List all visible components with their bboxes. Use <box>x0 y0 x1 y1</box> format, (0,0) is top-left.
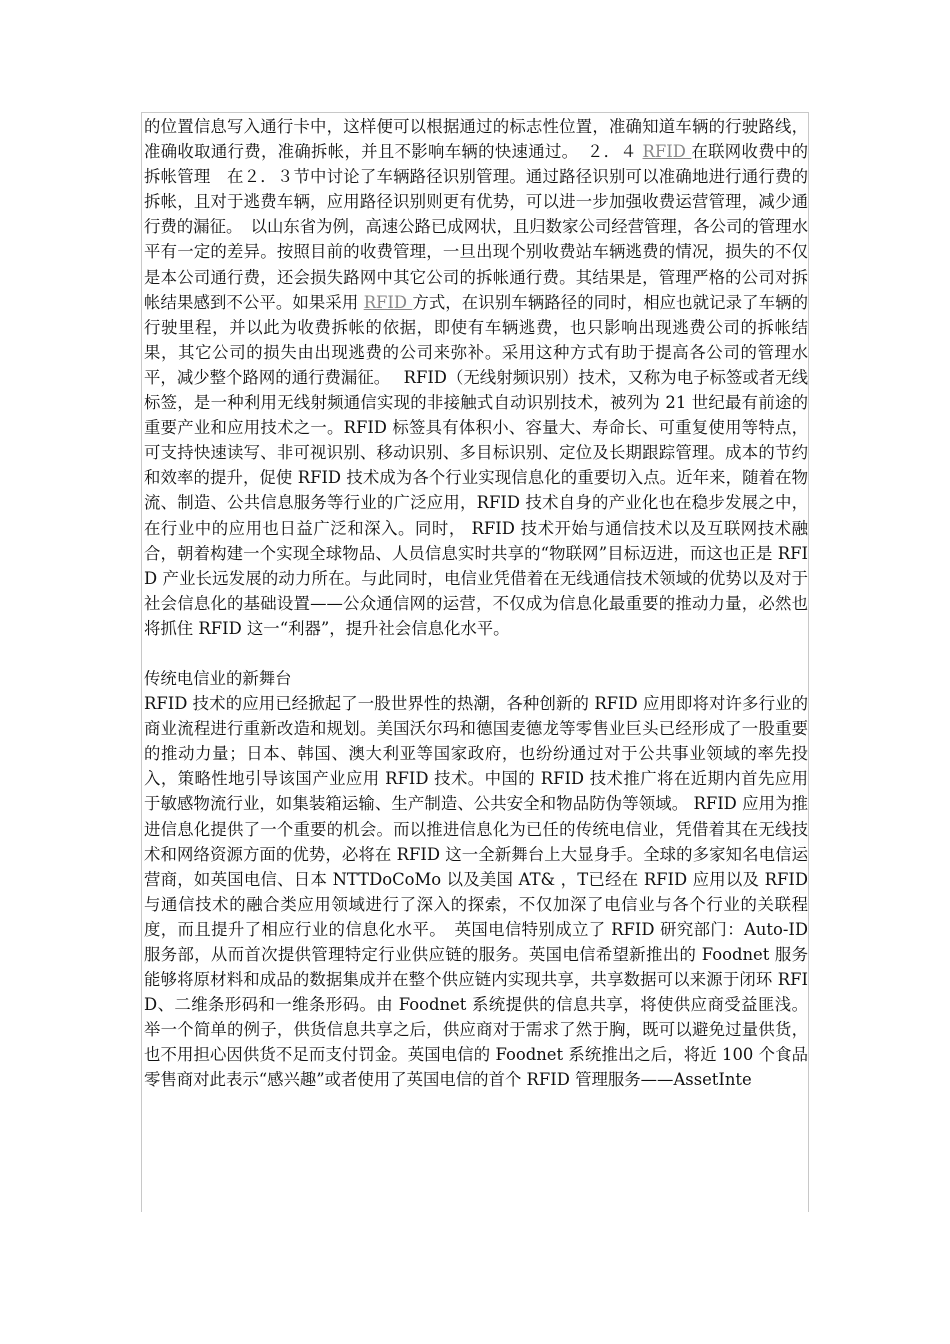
text-segment: 方式，在识别车辆路径的同时，相应也就记录了车辆的行驶里程，并以此为收费拆帐的依据，即使有车辆逃费，也只影响出现逃费公司的拆帐结果，其它公司的损失由出现逃费的公司来弥补。采用这种方式有助于提高各公司的管理水平，减少整个路网的通行费漏征。 RFID（无线射频识别）技术，又称为电子标签或者无线标签，是一种利用无线射频通信实现的非接触式自动识别技术，被列为 21 世纪最有前途的重要产业和应用技术之一。RFID 标签具有体积小、容量大、寿命长、可重复使用等特点，可支持快速读写、非可视识别、移动识别、多目标识别、定位及长期跟踪管理。成本的节约和效率的提升，促使 RFID 技术成为各个行业实现信息化的重要切入点。近年来，随着在物流、制造、公共信息服务等行业的广泛应用，RFID 技术自身的产业化也在稳步发展之中，在行业中的应用也日益广泛和深入。同时， RFID 技术开始与通信技术以及互联网技术融合，朝着构建一个实现全球物品、人员信息实时共享的“物联网”目标迈进，而这也正是 RFID 产业长远发展的动力所在。与此同时，电信业凭借着在无线通信技术领域的优势以及对于社会信息化的基础设置——公众通信网的运营，不仅成为信息化最重要的推动力量，必然也将抓住 RFID 这一“利器”，提升社会信息化水平。 <box>144 292 808 638</box>
document-body <box>144 114 808 1093</box>
section-heading: 传统电信业的新舞台 <box>144 668 292 688</box>
rfid-link[interactable]: RFID <box>363 292 413 312</box>
text-segment: 在联网收费中的拆帐管理 在２．３节中讨论了车辆路径识别管理。通过路径识别可以准确地进行通行费的拆帐，且对于逃费车辆，应用路径识别则更有优势，可以进一步加强收费运营管理，减少通行费的漏征。 以山东省为例，高速公路已成网状，且归数家公司经营管理，各公司的管理水平有一定的差异。按照目前的收费管理，一旦出现个别收费站车辆逃费的情况，损失的不仅是本公司通行费，还会损失路网中其它公司的拆帐通行费。其结果是，管理严格的公司对拆帐结果感到不公平。如果采用 <box>144 142 809 312</box>
paragraph-1 <box>144 114 808 641</box>
blank-line <box>144 641 808 666</box>
text-segment: 的位置信息写入通行卡中，这样便可以根据通过的标志性位置，准确知道车辆的行驶路线，准确收取通行费，准确拆帐，并且不影响车辆的快速通过。 ２．４ <box>144 117 808 162</box>
paragraph-2: RFID 技术的应用已经掀起了一股世界性的热潮，各种创新的 RFID 应用即将对许多行业的商业流程进行重新改造和规划。美国沃尔玛和德国麦德龙等零售业巨头已经形成了一股重要的推动力量；日本、韩国、澳大利亚等国家政府，也纷纷通过对于公共事业领域的率先投入，策略性地引导该国产业应用 RFID 技术。中国的 RFID 技术推广将在近期内首先应用于敏感物流行业，如集装箱运输、生产制造、公共安全和物品防伪等领域。 RFID 应用为推进信息化提供了一个重要的机会。而以推进信息化为已任的传统电信业，凭借着其在无线技术和网络资源方面的优势，必将在 RFID 这一全新舞台上大显身手。全球的多家知名电信运营商，如英国电信、日本 NTTDoCoMo 以及美国 AT& ，T已经在 RFID 应用以及 RFID 与通信技术的融合类应用领域进行了深入的探索，不仅加深了电信业与各个行业的关联程度，而且提升了相应行业的信息化水平。 英国电信特别成立了 RFID 研究部门：Auto-ID 服务部，从而首次提供管理特定行业供应链的服务。英国电信希望新推出的 Foodnet 服务能够将原材料和成品的数据集成并在整个供应链内实现共享，共享数据可以来源于闭环 RFID、二维条形码和一维条形码。由 Foodnet 系统提供的信息共享，将使供应商受益匪浅。举一个简单的例子，供货信息共享之后，供应商对于需求了然于胸，既可以避免过量供货，也不用担心因供货不足而支付罚金。英国电信的 Foodnet 系统推出之后，将近 100 个食品零售商对此表示“感兴趣”或者使用了英国电信的首个 RFID 管理服务——AssetInte <box>144 694 808 1090</box>
rfid-link[interactable]: RFID <box>642 142 692 162</box>
